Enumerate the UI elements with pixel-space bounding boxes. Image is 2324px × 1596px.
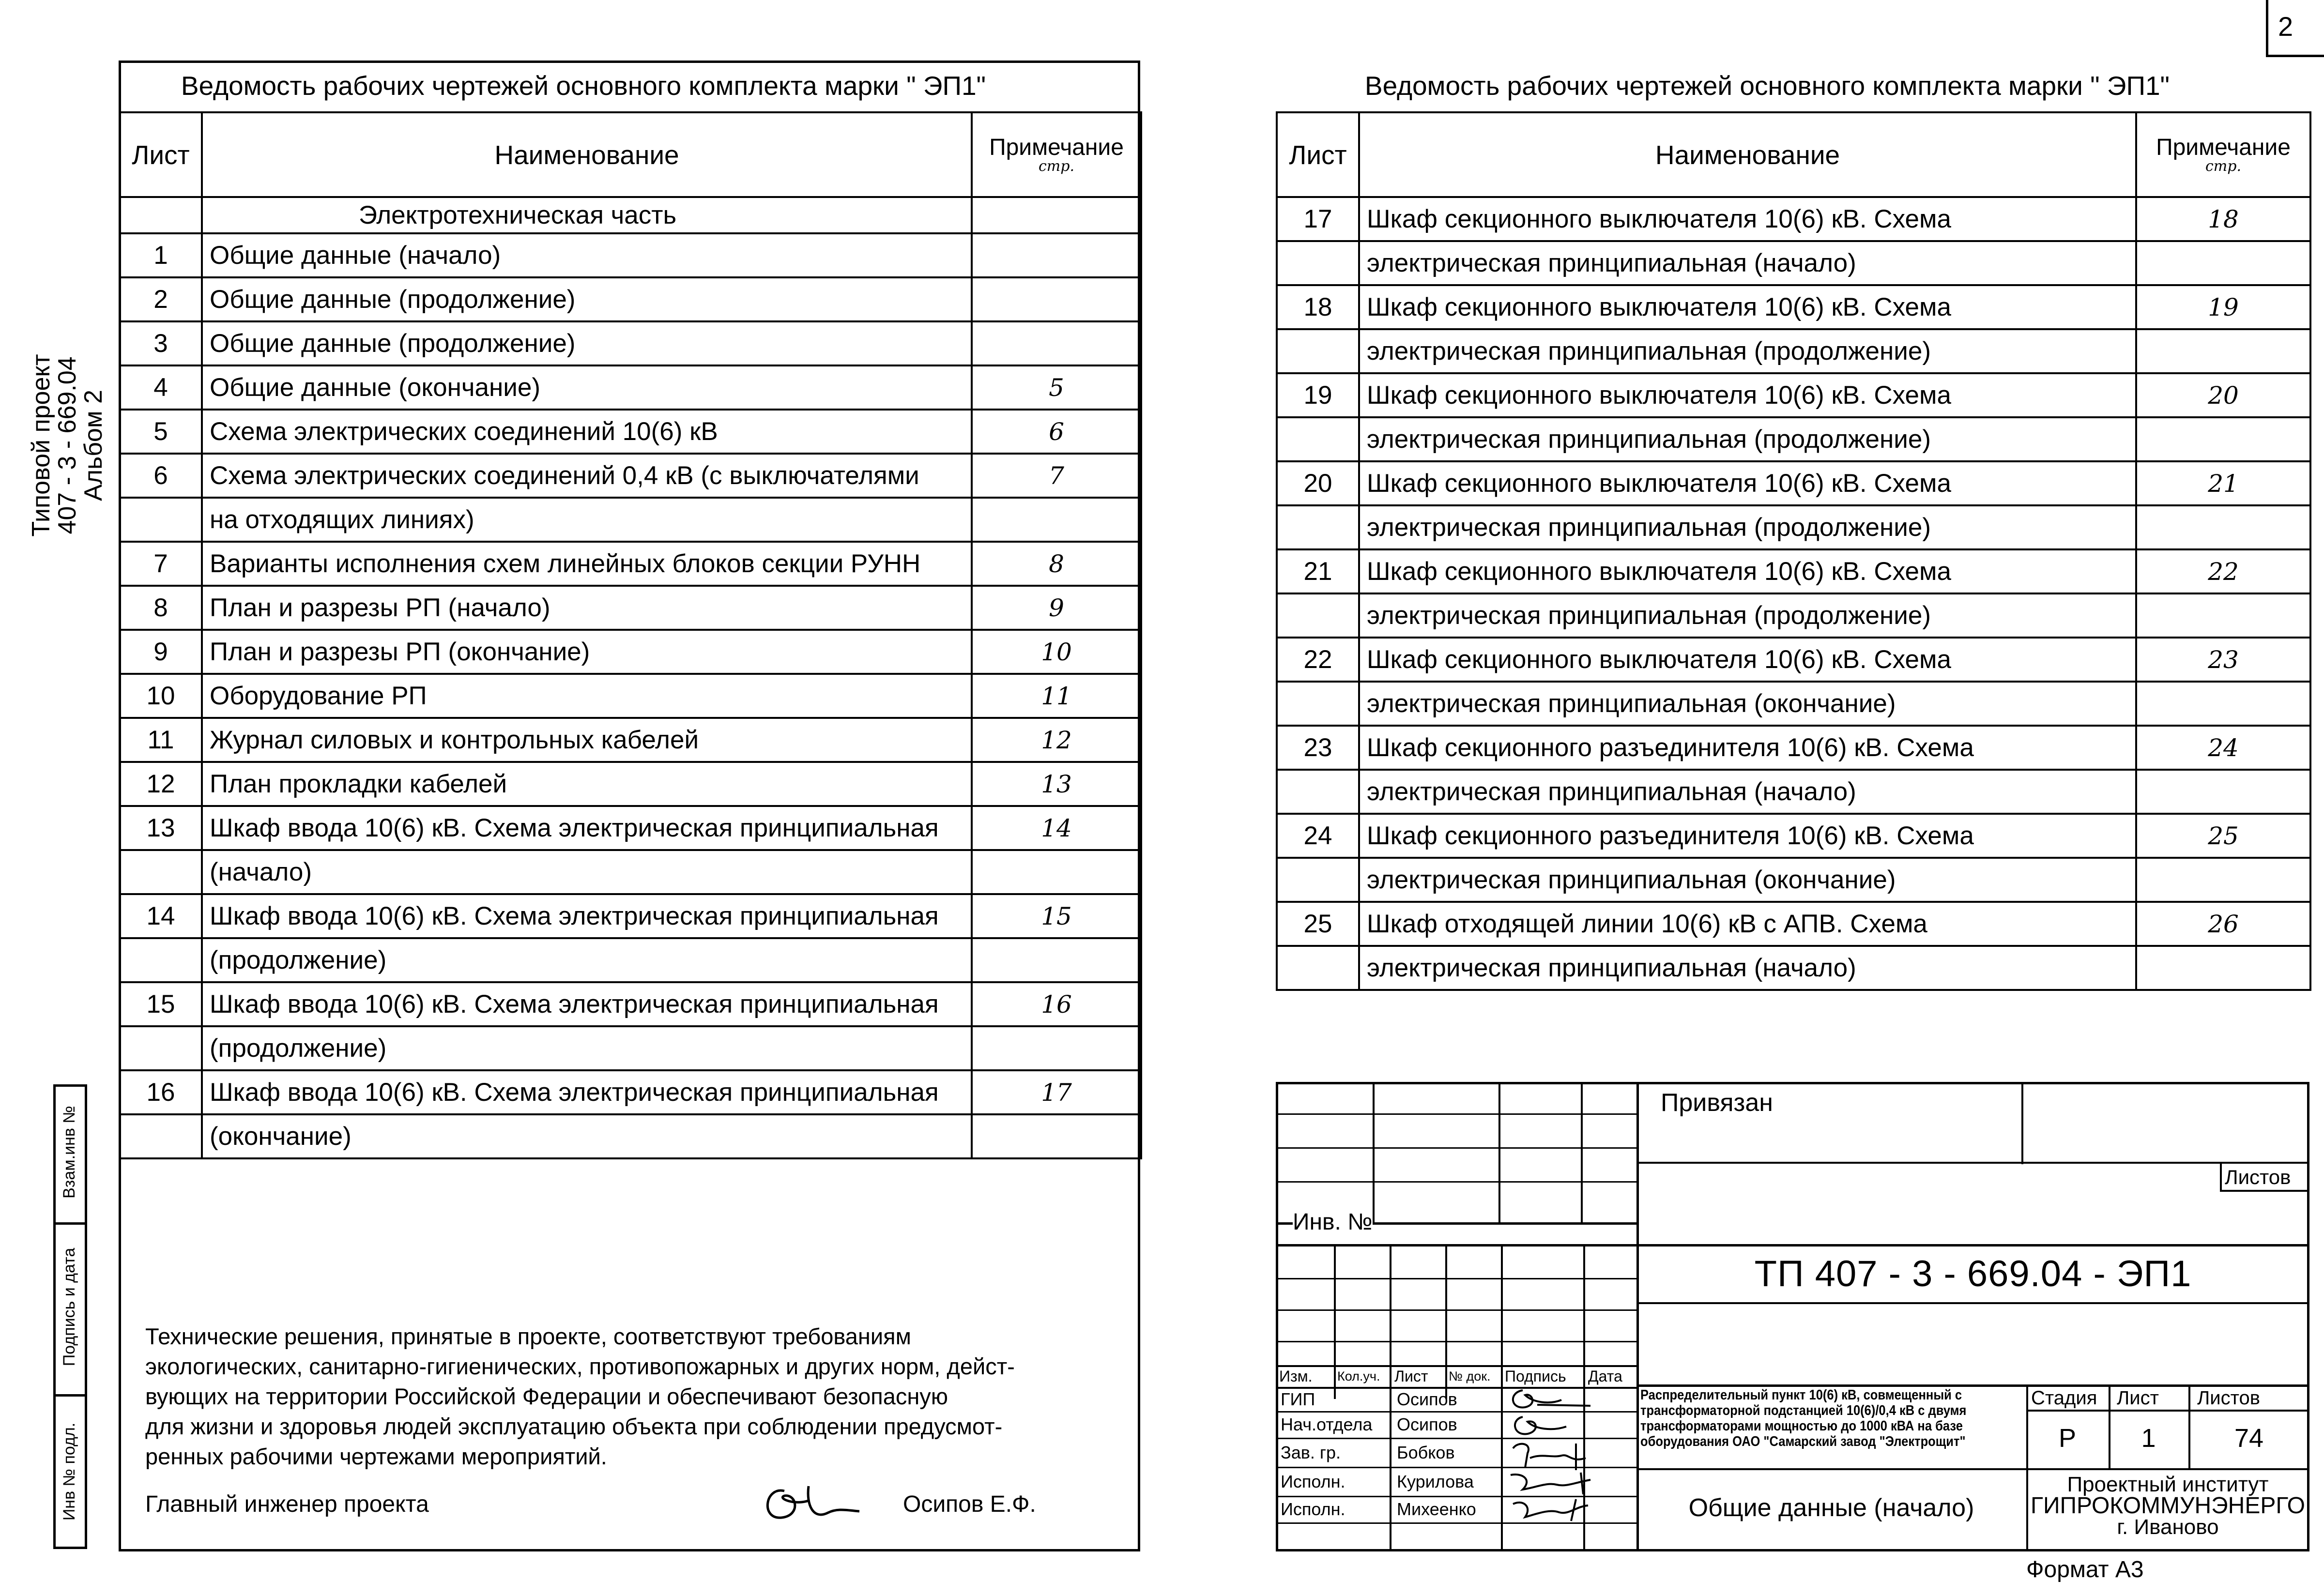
name-cell: Шкаф секционного разъединителя 10(6) кВ. Схема xyxy=(1359,814,2136,858)
stamp-sheet-label: Лист xyxy=(2117,1387,2159,1409)
stamp-person: Осипов xyxy=(1397,1389,1457,1409)
margin-project-title xyxy=(28,339,107,552)
table-row xyxy=(1277,285,2310,329)
right-drawings-table xyxy=(1276,111,2311,991)
right-table-title: Ведомость рабочих чертежей основного комплекта марки " ЭП1" xyxy=(1364,71,2170,101)
page-cell xyxy=(972,1114,1141,1158)
sheet-cell: 17 xyxy=(1277,197,1359,241)
sheet-cell: 22 xyxy=(1277,638,1359,682)
page-cell: 22 xyxy=(2136,549,2310,593)
table-row xyxy=(120,1070,1141,1114)
name-cell: электрическая принципиальная (продолжение) xyxy=(1359,329,2136,373)
stamp-line xyxy=(2220,1190,2309,1192)
col-note-sub: стр. xyxy=(2205,157,2241,175)
page-cell: 21 xyxy=(2136,461,2310,505)
sheet-cell: 14 xyxy=(120,894,202,938)
name-cell: Общие данные (продолжение) xyxy=(202,277,972,321)
name-cell: электрическая принципиальная (начало) xyxy=(1359,946,2136,990)
page-cell xyxy=(972,1026,1141,1070)
tech-line: вующих на территории Российской Федерации и обеспечивают безопасную xyxy=(145,1383,948,1409)
table-row xyxy=(1277,505,2310,549)
tech-statement xyxy=(145,1322,1094,1472)
page-cell: 17 xyxy=(972,1070,1141,1114)
table-row xyxy=(1277,638,2310,682)
sheet-cell: 3 xyxy=(120,321,202,365)
page-cell xyxy=(2136,505,2310,549)
page-cell: 19 xyxy=(2136,285,2310,329)
name-cell: Журнал силовых и контрольных кабелей xyxy=(202,718,972,762)
stamp-line xyxy=(1276,1181,1636,1183)
table-row xyxy=(1277,417,2310,461)
sheet-cell xyxy=(120,498,202,542)
page-cell: 13 xyxy=(972,762,1141,806)
stamp-line xyxy=(2021,1082,2023,1164)
name-cell: План и разрезы РП (начало) xyxy=(202,586,972,630)
stamp-description: Распределительный пункт 10(6) кВ, совмещенный с трансформаторной подстанцией 10(6)/0,4 кВ с двумя трансформаторами мощностью до 1000 кВА на базе оборудования ОАО "Самарский завод "Электрощит" xyxy=(1640,1387,1967,1449)
left-drawings-table xyxy=(119,111,1142,1159)
sheet-cell: 15 xyxy=(120,982,202,1026)
stamp-inv-label: Инв. № xyxy=(1293,1209,1373,1235)
stamp-line xyxy=(2026,1468,2309,1470)
table-row xyxy=(1277,549,2310,593)
page-cell: 11 xyxy=(972,674,1141,718)
name-cell: Схема электрических соединений 0,4 кВ (с выключателями xyxy=(202,454,972,498)
page-cell xyxy=(2136,682,2310,726)
sheet-cell xyxy=(120,1114,202,1158)
tech-line: экологических, санитарно-гигиенических, противопожарных и других норм, дейст- xyxy=(145,1353,1015,1379)
name-cell: (продолжение) xyxy=(202,1026,972,1070)
sheet-cell xyxy=(1277,858,1359,902)
name-cell: на отходящих линиях) xyxy=(202,498,972,542)
name-cell: электрическая принципиальная (начало) xyxy=(1359,770,2136,814)
sheet-cell xyxy=(1277,505,1359,549)
stamp-org-line: Проектный институт xyxy=(2067,1473,2269,1496)
stamp-line xyxy=(1636,1468,2026,1470)
page-cell xyxy=(972,321,1141,365)
page-cell: 18 xyxy=(2136,197,2310,241)
stamp-line xyxy=(1276,1341,1636,1342)
table-row xyxy=(120,498,1141,542)
left-table-title: Ведомость рабочих чертежей основного комплекта марки " ЭП1" xyxy=(181,71,986,101)
page-cell xyxy=(972,850,1141,894)
sheet-cell: 13 xyxy=(120,806,202,850)
stamp-role: Исполн. xyxy=(1281,1472,1345,1491)
margin-line: 407 - 3 - 669.04 xyxy=(53,356,81,534)
chief-engineer-name: Осипов Е.Ф. xyxy=(903,1491,1036,1517)
table-row xyxy=(120,586,1141,630)
stamp-hdr: Дата xyxy=(1588,1368,1622,1385)
table-row xyxy=(120,850,1141,894)
stamp-person: Бобков xyxy=(1397,1443,1455,1462)
name-cell: Схема электрических соединений 10(6) кВ xyxy=(202,410,972,454)
table-row xyxy=(1277,682,2310,726)
stamp-role: Нач.отдела xyxy=(1281,1414,1373,1434)
name-cell: Шкаф секционного выключателя 10(6) кВ. Схема xyxy=(1359,285,2136,329)
sheet-cell xyxy=(1277,593,1359,638)
tech-line: ренных рабочими чертежами мероприятий. xyxy=(145,1444,607,1469)
stamp-person: Михеенко xyxy=(1397,1499,1476,1519)
stamp-sheets-label: Листов xyxy=(2197,1387,2260,1409)
table-row xyxy=(1277,197,2310,241)
table-header-row xyxy=(120,112,1141,197)
sheet-number-corner: 2 xyxy=(2278,11,2293,42)
page-cell: 9 xyxy=(972,586,1141,630)
stamp-line xyxy=(1276,1309,1636,1311)
page-cell: 16 xyxy=(972,982,1141,1026)
sheet-cell: 16 xyxy=(120,1070,202,1114)
stamp-listov-top: Листов xyxy=(2225,1166,2291,1188)
col-note-label: Примечание xyxy=(989,134,1124,160)
stamp-line xyxy=(1334,1244,1336,1399)
stamp-line xyxy=(1276,1113,1636,1115)
stamp-role: Зав. гр. xyxy=(1281,1443,1341,1462)
name-cell: электрическая принципиальная (начало) xyxy=(1359,241,2136,285)
page-cell xyxy=(2136,241,2310,285)
side-stamp-label: Взам.инв № xyxy=(60,1106,78,1199)
stamp-role: Исполн. xyxy=(1281,1499,1345,1519)
name-cell: Общие данные (окончание) xyxy=(202,365,972,410)
page-cell: 25 xyxy=(2136,814,2310,858)
name-cell: электрическая принципиальная (продолжение) xyxy=(1359,593,2136,638)
table-row xyxy=(120,197,1141,233)
page-cell: 12 xyxy=(972,718,1141,762)
sheet-cell xyxy=(1277,946,1359,990)
sheet-cell xyxy=(1277,682,1359,726)
stamp-code: ТП 407 - 3 - 669.04 - ЭП1 xyxy=(1754,1253,2192,1294)
table-row xyxy=(120,233,1141,277)
col-note xyxy=(972,112,1141,197)
sheet-cell: 20 xyxy=(1277,461,1359,505)
corner-frame xyxy=(2266,0,2268,57)
table-row xyxy=(120,365,1141,410)
chief-engineer-label: Главный инженер проекта xyxy=(145,1491,429,1517)
side-stamp-label: Инв № подл. xyxy=(60,1422,78,1521)
col-name: Наименование xyxy=(202,112,972,197)
page-cell xyxy=(972,938,1141,982)
sheet-cell xyxy=(120,938,202,982)
sheet-cell: 6 xyxy=(120,454,202,498)
tech-line: Технические решения, принятые в проекте, соответствуют требованиям xyxy=(145,1323,911,1349)
page-cell xyxy=(972,233,1141,277)
page-cell xyxy=(2136,858,2310,902)
sheet-cell: 4 xyxy=(120,365,202,410)
table-row xyxy=(120,454,1141,498)
margin-line: Альбом 2 xyxy=(79,390,107,501)
sheet-cell: 7 xyxy=(120,542,202,586)
sheet-cell: 12 xyxy=(120,762,202,806)
stamp-line xyxy=(1276,1365,1636,1367)
name-cell: План и разрезы РП (окончание) xyxy=(202,630,972,674)
stamp-hdr: Подпись xyxy=(1505,1368,1566,1385)
name-cell: Шкаф секционного выключателя 10(6) кВ. Схема xyxy=(1359,549,2136,593)
name-cell: электрическая принципиальная (продолжение) xyxy=(1359,505,2136,549)
name-cell: Шкаф секционного разъединителя 10(6) кВ. Схема xyxy=(1359,726,2136,770)
name-cell: Оборудование РП xyxy=(202,674,972,718)
sheet-cell xyxy=(120,850,202,894)
sheet-cell: 9 xyxy=(120,630,202,674)
stamp-line xyxy=(1636,1384,2309,1387)
table-row xyxy=(120,630,1141,674)
name-cell: Шкаф ввода 10(6) кВ. Схема электрическая принципиальная xyxy=(202,1070,972,1114)
stamp-line xyxy=(1498,1082,1500,1222)
stamp-privyazan: Привязан xyxy=(1661,1089,1774,1117)
sheet-cell: 23 xyxy=(1277,726,1359,770)
table-row xyxy=(120,542,1141,586)
chief-signature-icon xyxy=(755,1476,862,1530)
table-header-row xyxy=(1277,112,2310,197)
table-row xyxy=(120,938,1141,982)
table-row xyxy=(1277,858,2310,902)
stamp-line xyxy=(2220,1162,2222,1191)
stamp-person: Курилова xyxy=(1397,1472,1474,1491)
page-cell xyxy=(2136,946,2310,990)
table-row xyxy=(120,762,1141,806)
side-stamp-label: Подпись и дата xyxy=(60,1247,78,1367)
name-cell: Общие данные (продолжение) xyxy=(202,321,972,365)
page-cell: 23 xyxy=(2136,638,2310,682)
col-name: Наименование xyxy=(1359,112,2136,197)
sheet-cell: 10 xyxy=(120,674,202,718)
page-cell: 10 xyxy=(972,630,1141,674)
stamp-line xyxy=(1445,1244,1447,1399)
name-cell: Шкаф секционного выключателя 10(6) кВ. Схема xyxy=(1359,461,2136,505)
table-row xyxy=(120,982,1141,1026)
sheet-cell xyxy=(1277,241,1359,285)
margin-line: Типовой проект xyxy=(27,354,55,537)
stamp-hdr: Лист xyxy=(1394,1368,1428,1385)
page-cell: 20 xyxy=(2136,373,2310,417)
table-row xyxy=(1277,593,2310,638)
page-cell: 24 xyxy=(2136,726,2310,770)
stamp-sheets-value: 74 xyxy=(2234,1424,2264,1453)
col-note-sub: стр. xyxy=(1039,157,1074,175)
name-cell: Общие данные (начало) xyxy=(202,233,972,277)
stamp-line xyxy=(2026,1410,2309,1412)
name-cell: Варианты исполнения схем линейных блоков секции РУНН xyxy=(202,542,972,586)
sheet-cell: 8 xyxy=(120,586,202,630)
stamp-stage-label: Стадия xyxy=(2031,1387,2097,1409)
page-cell: 5 xyxy=(972,365,1141,410)
page-cell: 6 xyxy=(972,410,1141,454)
table-row xyxy=(120,806,1141,850)
sheet-cell: 18 xyxy=(1277,285,1359,329)
stamp-stage-value: Р xyxy=(2058,1424,2077,1453)
stamp-sheet-value: 1 xyxy=(2141,1424,2156,1453)
stamp-line xyxy=(1636,1082,1639,1551)
table-row xyxy=(1277,902,2310,946)
stamp-line xyxy=(1276,1244,1636,1246)
page-cell xyxy=(2136,329,2310,373)
name-cell: Электротехническая часть xyxy=(202,197,972,233)
page-cell xyxy=(972,197,1141,233)
sheet-cell: 1 xyxy=(120,233,202,277)
sheet-cell xyxy=(120,1026,202,1070)
name-cell: План прокладки кабелей xyxy=(202,762,972,806)
stamp-line xyxy=(1636,1244,2309,1246)
tech-line: для жизни и здоровья людей эксплуатацию объекта при соблюдении предусмот- xyxy=(145,1414,1003,1439)
col-note-label: Примечание xyxy=(2156,134,2291,160)
stamp-line xyxy=(1581,1082,1583,1222)
name-cell: Шкаф отходящей линии 10(6) кВ с АПВ. Схема xyxy=(1359,902,2136,946)
stamp-hdr: Кол.уч. xyxy=(1337,1369,1380,1383)
stamp-hdr: Изм. xyxy=(1279,1368,1313,1385)
name-cell: (окончание) xyxy=(202,1114,972,1158)
sheet-cell: 5 xyxy=(120,410,202,454)
sheet-cell xyxy=(120,197,202,233)
table-row xyxy=(1277,329,2310,373)
name-cell: Шкаф секционного выключателя 10(6) кВ. Схема xyxy=(1359,373,2136,417)
table-row xyxy=(120,894,1141,938)
table-row xyxy=(1277,373,2310,417)
stamp-line xyxy=(1276,1147,1636,1149)
table-row xyxy=(1277,241,2310,285)
name-cell: (продолжение) xyxy=(202,938,972,982)
page-cell xyxy=(972,498,1141,542)
name-cell: Шкаф ввода 10(6) кВ. Схема электрическая принципиальная xyxy=(202,894,972,938)
page-cell xyxy=(2136,593,2310,638)
sheet-cell: 2 xyxy=(120,277,202,321)
stamp-role: ГИП xyxy=(1281,1389,1315,1409)
table-row xyxy=(1277,461,2310,505)
table-row xyxy=(120,718,1141,762)
table-row xyxy=(1277,726,2310,770)
name-cell: (начало) xyxy=(202,850,972,894)
side-stamp-divider xyxy=(53,1222,87,1225)
sheet-cell: 19 xyxy=(1277,373,1359,417)
col-note xyxy=(2136,112,2310,197)
name-cell: электрическая принципиальная (окончание) xyxy=(1359,858,2136,902)
page-cell: 26 xyxy=(2136,902,2310,946)
page-cell: 7 xyxy=(972,454,1141,498)
page-cell: 14 xyxy=(972,806,1141,850)
stamp-org-line: ГИПРОКОММУНЭНЕРГО xyxy=(2031,1493,2305,1519)
corner-frame xyxy=(2266,55,2324,57)
stamp-line xyxy=(1636,1162,2309,1164)
stamp-line xyxy=(1636,1302,2309,1304)
name-cell: электрическая принципиальная (продолжение) xyxy=(1359,417,2136,461)
sheet-cell xyxy=(1277,770,1359,814)
name-cell: Шкаф секционного выключателя 10(6) кВ. Схема xyxy=(1359,197,2136,241)
stamp-doc-title: Общие данные (начало) xyxy=(1688,1494,1974,1522)
page-cell: 8 xyxy=(972,542,1141,586)
stamp-org xyxy=(2026,1474,2309,1538)
col-sheet: Лист xyxy=(120,112,202,197)
table-row xyxy=(120,410,1141,454)
table-row xyxy=(120,1114,1141,1158)
format-label: Формат А3 xyxy=(2026,1557,2144,1582)
page-cell xyxy=(972,277,1141,321)
table-row xyxy=(120,321,1141,365)
table-row xyxy=(1277,770,2310,814)
stamp-person: Осипов xyxy=(1397,1414,1457,1434)
stamp-line xyxy=(1276,1278,1636,1279)
table-row xyxy=(120,277,1141,321)
page-cell: 15 xyxy=(972,894,1141,938)
name-cell: Шкаф ввода 10(6) кВ. Схема электрическая принципиальная xyxy=(202,806,972,850)
sheet-cell xyxy=(1277,329,1359,373)
sheet-cell: 24 xyxy=(1277,814,1359,858)
stamp-org-line: г. Иваново xyxy=(2117,1515,2219,1539)
sheet-cell xyxy=(1277,417,1359,461)
col-sheet: Лист xyxy=(1277,112,1359,197)
sheet-cell: 11 xyxy=(120,718,202,762)
signature-icon xyxy=(1503,1385,1595,1526)
table-row xyxy=(120,674,1141,718)
page-cell xyxy=(2136,417,2310,461)
table-row xyxy=(1277,814,2310,858)
stamp-line xyxy=(1501,1244,1503,1551)
stamp-line xyxy=(1390,1244,1391,1551)
name-cell: Шкаф секционного выключателя 10(6) кВ. Схема xyxy=(1359,638,2136,682)
side-stamp-divider xyxy=(53,1394,87,1397)
name-cell: Шкаф ввода 10(6) кВ. Схема электрическая принципиальная xyxy=(202,982,972,1026)
page-cell xyxy=(2136,770,2310,814)
table-row xyxy=(1277,946,2310,990)
sheet-cell: 25 xyxy=(1277,902,1359,946)
name-cell: электрическая принципиальная (окончание) xyxy=(1359,682,2136,726)
sheet-cell: 21 xyxy=(1277,549,1359,593)
stamp-hdr: № док. xyxy=(1449,1369,1491,1383)
table-row xyxy=(120,1026,1141,1070)
stamp-line xyxy=(1373,1082,1375,1222)
